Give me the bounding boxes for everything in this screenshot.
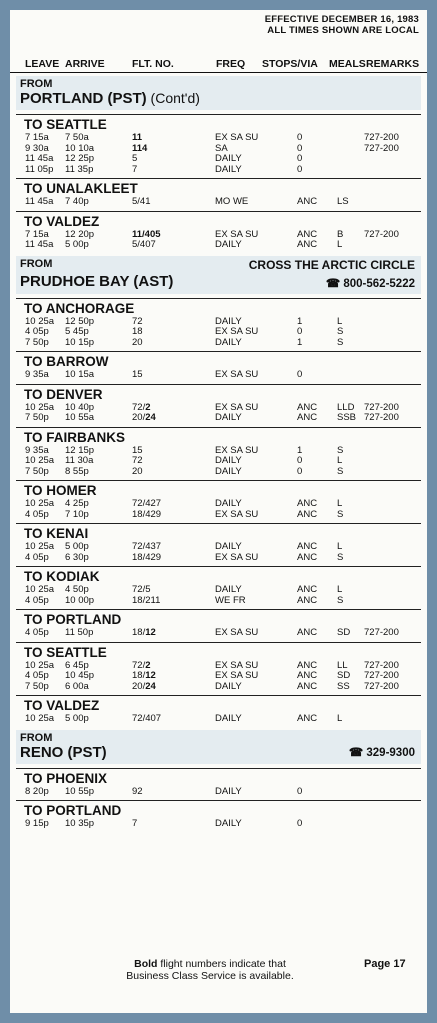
meals: LS xyxy=(337,196,349,207)
origin-band xyxy=(16,730,421,764)
flight-number: 15 xyxy=(132,369,143,380)
arrive-time: 10 40p xyxy=(65,401,95,413)
flight-number-first: 18/ xyxy=(132,670,146,681)
phone-number xyxy=(326,276,415,290)
destination-separator xyxy=(16,384,421,385)
origin-city-name: RENO (PST) xyxy=(20,743,107,761)
meals: L xyxy=(337,239,343,250)
flight-number xyxy=(132,660,151,671)
arrive-time: 5 45p xyxy=(65,326,89,337)
stops-via: ANC xyxy=(297,401,318,413)
destination-separator xyxy=(16,427,421,428)
destination-separator xyxy=(16,211,421,212)
flight-number: 72 xyxy=(132,315,143,327)
frequency: MO WE xyxy=(215,196,249,207)
origin-city-name: PRUDHOE BAY (AST) xyxy=(20,272,174,290)
flight-number: 5/407 xyxy=(132,239,156,250)
stops-via: ANC xyxy=(297,627,318,638)
effective-date: EFFECTIVE DECEMBER 16, 1983 xyxy=(264,14,419,25)
flight-row xyxy=(10,326,427,337)
frequency: DAILY xyxy=(215,465,242,477)
flight-row xyxy=(10,541,427,552)
origin-city xyxy=(20,744,107,761)
arrive-time: 10 35p xyxy=(65,818,95,829)
stops-via: ANC xyxy=(297,594,318,606)
meals: LLD xyxy=(337,401,355,413)
leave-time: 10 25a xyxy=(25,659,55,671)
flight-number-first: 20/ xyxy=(132,680,146,692)
destination-separator xyxy=(16,695,421,696)
col-freq: FREQ xyxy=(216,58,246,70)
flight-number-connect: 12 xyxy=(145,670,156,681)
leave-time: 11 45a xyxy=(25,196,54,207)
destination-separator xyxy=(16,642,421,643)
stops-via: 0 xyxy=(297,455,303,466)
flight-row xyxy=(10,681,427,692)
local-times-note: ALL TIMES SHOWN ARE LOCAL xyxy=(267,25,419,36)
remarks: 727-200 xyxy=(364,228,399,240)
flight-row xyxy=(10,337,427,348)
destination-heading: TO SEATTLE xyxy=(24,644,107,660)
flight-number: 7 xyxy=(132,818,138,829)
frequency: SA xyxy=(215,142,228,154)
phone-number xyxy=(349,745,415,759)
stops-via: 0 xyxy=(297,132,303,143)
phone-digits: 800-562-5222 xyxy=(343,277,415,290)
origin-city xyxy=(20,90,200,107)
flight-number xyxy=(132,412,156,423)
meals: SD xyxy=(337,627,351,638)
frequency: WE FR xyxy=(215,594,246,606)
flight-number: 18/429 xyxy=(132,508,162,520)
telephone-icon: ☎ xyxy=(348,746,367,759)
flight-number xyxy=(132,627,156,638)
leave-time: 10 25a xyxy=(25,455,55,466)
arrive-time: 5 00p xyxy=(65,713,89,724)
leave-time: 11 45a xyxy=(25,239,54,250)
meals: B xyxy=(337,228,344,240)
flight-row xyxy=(10,786,427,797)
stops-via: ANC xyxy=(297,551,318,563)
flight-number: 72/407 xyxy=(132,713,162,724)
leave-time: 10 25a xyxy=(25,401,55,413)
frequency: DAILY xyxy=(215,315,242,327)
origin-city xyxy=(20,273,173,290)
leave-time: 9 35a xyxy=(25,444,49,456)
remarks: 727-200 xyxy=(364,401,399,413)
leave-time: 8 20p xyxy=(25,785,49,797)
stops-via: ANC xyxy=(297,584,318,595)
flight-row xyxy=(10,196,427,207)
frequency: EX SA SU xyxy=(215,508,259,520)
arrive-time: 5 00p xyxy=(65,239,89,250)
arrive-time: 12 50p xyxy=(65,315,95,327)
remarks: 727-200 xyxy=(364,142,399,154)
destination-separator xyxy=(16,114,421,115)
flight-row xyxy=(10,660,427,671)
flight-row xyxy=(10,670,427,681)
telephone-icon: ☎ xyxy=(325,277,344,290)
continued-label: (Cont'd) xyxy=(146,90,200,106)
flight-row xyxy=(10,552,427,563)
stops-via: 0 xyxy=(297,465,303,477)
stops-via: 0 xyxy=(297,369,303,380)
leave-time: 4 05p xyxy=(25,670,49,681)
leave-time: 7 15a xyxy=(25,228,49,240)
flight-row xyxy=(10,627,427,638)
stops-via: 1 xyxy=(297,444,303,456)
col-flight-no: FLT. NO. xyxy=(132,58,174,70)
stops-via: 0 xyxy=(297,153,303,164)
flight-number-first: 72/ xyxy=(132,401,146,413)
from-label: FROM xyxy=(20,257,53,270)
flight-number xyxy=(132,670,156,681)
flight-number: 11 xyxy=(132,132,143,143)
stops-via: 0 xyxy=(297,785,303,797)
arrive-time: 6 00a xyxy=(65,680,89,692)
arrive-time: 10 55p xyxy=(65,785,95,797)
col-stops-via: STOPS/VIA xyxy=(262,58,318,70)
destination-heading: TO KENAI xyxy=(24,526,89,541)
meals: S xyxy=(337,326,344,337)
frequency: EX SA SU xyxy=(215,326,259,337)
frequency: DAILY xyxy=(215,336,242,348)
flight-number: 18 xyxy=(132,326,143,337)
origin-band xyxy=(16,76,421,110)
flight-row xyxy=(10,595,427,606)
destination-heading: TO FAIRBANKS xyxy=(24,429,126,445)
leave-time: 9 30a xyxy=(25,142,49,154)
arrive-time: 4 50p xyxy=(65,584,89,595)
frequency: EX SA SU xyxy=(215,401,259,413)
remarks: 727-200 xyxy=(364,412,399,423)
origin-city-name: PORTLAND (PST) xyxy=(20,90,147,107)
flight-row xyxy=(10,713,427,724)
leave-time: 11 05p xyxy=(25,163,54,175)
stops-via: 1 xyxy=(297,315,303,327)
arctic-circle-note: CROSS THE ARCTIC CIRCLE xyxy=(248,257,415,272)
meals: SS xyxy=(337,680,350,692)
flight-number-connect: 12 xyxy=(145,627,156,638)
frequency: DAILY xyxy=(215,412,242,423)
stops-via: ANC xyxy=(297,508,318,520)
flight-number: 5/41 xyxy=(132,196,151,207)
destination-separator xyxy=(16,298,421,299)
arrive-time: 8 55p xyxy=(65,465,89,477)
stops-via: ANC xyxy=(297,239,318,250)
destination-heading: TO HOMER xyxy=(24,483,97,498)
flight-number-connect: 24 xyxy=(145,412,156,423)
column-header-row xyxy=(10,56,427,73)
destination-separator xyxy=(16,609,421,610)
origin-band xyxy=(16,256,421,294)
timetable-page xyxy=(10,10,427,1013)
stops-via: ANC xyxy=(297,659,318,671)
stops-via: 0 xyxy=(297,163,303,175)
flight-row xyxy=(10,132,427,143)
destination-heading: TO PORTLAND xyxy=(24,612,122,627)
flight-number: 7 xyxy=(132,163,138,175)
arrive-time: 7 50a xyxy=(65,132,89,143)
destination-separator xyxy=(16,178,421,179)
remarks: 727-200 xyxy=(364,659,399,671)
flight-row xyxy=(10,369,427,380)
flight-row xyxy=(10,239,427,250)
frequency: EX SA SU xyxy=(215,670,259,681)
phone-digits: 329-9300 xyxy=(366,746,415,759)
flight-number-connect: 2 xyxy=(145,401,151,413)
leave-time: 7 50p xyxy=(25,412,49,423)
leave-time: 7 50p xyxy=(25,465,49,477)
meals: LL xyxy=(337,659,348,671)
destination-heading: TO UNALAKLEET xyxy=(24,181,138,196)
flight-number: 72/437 xyxy=(132,541,162,552)
flight-number-first: 72/ xyxy=(132,659,146,671)
meals: SSB xyxy=(337,412,357,423)
arrive-time: 10 15a xyxy=(65,369,95,380)
footer xyxy=(10,958,427,988)
flight-number: 18/429 xyxy=(132,551,162,563)
frequency: EX SA SU xyxy=(215,444,259,456)
leave-time: 7 50p xyxy=(25,680,49,692)
flight-number-first: 20/ xyxy=(132,412,146,423)
effective-header xyxy=(265,14,419,36)
flight-number: 72/5 xyxy=(132,584,151,595)
meals: L xyxy=(337,541,343,552)
leave-time: 10 25a xyxy=(25,584,55,595)
arrive-time: 11 35p xyxy=(65,163,94,175)
flight-row xyxy=(10,455,427,466)
destination-separator xyxy=(16,800,421,801)
flight-number-first: 18/ xyxy=(132,627,146,638)
remarks: 727-200 xyxy=(364,680,399,692)
remarks: 727-200 xyxy=(364,627,399,638)
bold-word: Bold xyxy=(134,958,158,970)
leave-time: 10 25a xyxy=(25,315,55,327)
arrive-time: 12 25p xyxy=(65,153,95,164)
frequency: DAILY xyxy=(215,785,242,797)
leave-time: 4 05p xyxy=(25,508,49,520)
col-leave: LEAVE xyxy=(25,58,60,70)
frequency: EX SA SU xyxy=(215,132,259,143)
arrive-time: 10 10a xyxy=(65,142,95,154)
meals: L xyxy=(337,498,343,509)
frequency: DAILY xyxy=(215,680,242,692)
flight-row xyxy=(10,164,427,175)
note-line-2: Business Class Service is available. xyxy=(126,970,294,982)
leave-time: 4 05p xyxy=(25,551,49,563)
flight-number: 72 xyxy=(132,455,143,466)
meals: L xyxy=(337,315,343,327)
flight-number: 114 xyxy=(132,142,148,154)
col-meals: MEALS xyxy=(329,58,366,70)
frequency: DAILY xyxy=(215,818,242,829)
stops-via: ANC xyxy=(297,680,318,692)
flight-number: 11/405 xyxy=(132,228,161,240)
stops-via: ANC xyxy=(297,196,318,207)
arrive-time: 10 45p xyxy=(65,670,95,681)
flight-number: 18/211 xyxy=(132,594,161,606)
arrive-time: 12 15p xyxy=(65,444,95,456)
arrive-time: 10 15p xyxy=(65,336,95,348)
flight-number xyxy=(132,402,151,413)
flight-number: 20 xyxy=(132,336,143,348)
destination-heading: TO PORTLAND xyxy=(24,803,122,818)
frequency: EX SA SU xyxy=(215,627,259,638)
arrive-time: 11 50p xyxy=(65,627,94,638)
flight-row xyxy=(10,229,427,240)
meals: S xyxy=(337,551,344,563)
destination-heading: TO BARROW xyxy=(24,354,109,369)
frequency: EX SA SU xyxy=(215,551,259,563)
col-arrive: ARRIVE xyxy=(65,58,105,70)
destination-separator xyxy=(16,523,421,524)
arrive-time: 10 55a xyxy=(65,412,95,423)
frequency: DAILY xyxy=(215,163,242,175)
frequency: DAILY xyxy=(215,455,242,466)
destination-heading: TO PHOENIX xyxy=(24,770,108,786)
meals: S xyxy=(337,444,344,456)
flight-row xyxy=(10,412,427,423)
flight-number: 72/427 xyxy=(132,498,162,509)
flight-number: 5 xyxy=(132,153,138,164)
flight-row xyxy=(10,402,427,413)
frequency: DAILY xyxy=(215,498,242,509)
flight-number: 15 xyxy=(132,444,143,456)
meals: L xyxy=(337,584,343,595)
destination-heading: TO KODIAK xyxy=(24,569,100,584)
leave-time: 10 25a xyxy=(25,498,55,509)
stops-via: ANC xyxy=(297,670,318,681)
flight-number-connect: 2 xyxy=(145,659,151,671)
frequency: EX SA SU xyxy=(215,369,259,380)
destination-separator xyxy=(16,351,421,352)
meals: S xyxy=(337,508,344,520)
flight-row xyxy=(10,584,427,595)
flight-row xyxy=(10,445,427,456)
leave-time: 10 25a xyxy=(25,713,55,724)
meals: SD xyxy=(337,670,351,681)
arrive-time: 11 30a xyxy=(65,455,94,466)
frequency: DAILY xyxy=(215,713,242,724)
flight-number: 92 xyxy=(132,785,143,797)
arrive-time: 5 00p xyxy=(65,541,89,552)
leave-time: 4 05p xyxy=(25,594,49,606)
meals: S xyxy=(337,336,344,348)
stops-via: ANC xyxy=(297,713,318,724)
destination-separator xyxy=(16,768,421,769)
stops-via: 1 xyxy=(297,336,303,348)
stops-via: ANC xyxy=(297,412,318,423)
flight-row xyxy=(10,466,427,477)
leave-time: 4 05p xyxy=(25,627,49,638)
meals: L xyxy=(337,713,343,724)
meals: S xyxy=(337,594,344,606)
flight-row xyxy=(10,498,427,509)
destination-heading: TO VALDEZ xyxy=(24,213,100,229)
destination-separator xyxy=(16,480,421,481)
destination-heading: TO VALDEZ xyxy=(24,698,100,713)
frequency: EX SA SU xyxy=(215,228,259,240)
flight-number: 20 xyxy=(132,465,143,477)
flight-number xyxy=(132,681,156,692)
stops-via: ANC xyxy=(297,228,318,240)
destination-heading: TO DENVER xyxy=(24,386,103,402)
destination-separator xyxy=(16,566,421,567)
flight-number-connect: 24 xyxy=(145,680,156,692)
arrive-time: 6 30p xyxy=(65,551,89,563)
flight-row xyxy=(10,143,427,154)
arrive-time: 12 20p xyxy=(65,228,95,240)
frequency: EX SA SU xyxy=(215,659,259,671)
arrive-time: 6 45p xyxy=(65,659,89,671)
from-label: FROM xyxy=(20,731,53,744)
stops-via: ANC xyxy=(297,541,318,552)
flight-row xyxy=(10,316,427,327)
arrive-time: 4 25p xyxy=(65,498,89,509)
arrive-time: 7 40p xyxy=(65,196,89,207)
frequency: DAILY xyxy=(215,153,242,164)
flight-row xyxy=(10,153,427,164)
arrive-time: 7 10p xyxy=(65,508,89,520)
meals: L xyxy=(337,455,343,466)
leave-time: 7 50p xyxy=(25,336,49,348)
stops-via: 0 xyxy=(297,142,303,154)
frequency: DAILY xyxy=(215,584,242,595)
page-number: Page 17 xyxy=(364,958,406,970)
stops-via: 0 xyxy=(297,818,303,829)
leave-time: 10 25a xyxy=(25,541,55,552)
remarks: 727-200 xyxy=(364,670,399,681)
destination-heading: TO SEATTLE xyxy=(24,117,107,132)
leave-time: 4 05p xyxy=(25,326,49,337)
flight-row xyxy=(10,509,427,520)
destination-heading: TO ANCHORAGE xyxy=(24,300,135,316)
meals: S xyxy=(337,465,344,477)
leave-time: 11 45a xyxy=(25,153,54,164)
business-class-note xyxy=(110,958,310,982)
frequency: DAILY xyxy=(215,239,242,250)
col-remarks: REMARKS xyxy=(366,58,420,70)
stops-via: 0 xyxy=(297,326,303,337)
leave-time: 9 15p xyxy=(25,818,49,829)
stops-via: ANC xyxy=(297,498,318,509)
note-line-1: flight numbers indicate that xyxy=(157,958,286,970)
leave-time: 9 35a xyxy=(25,369,49,380)
arrive-time: 10 00p xyxy=(65,594,95,606)
frequency: DAILY xyxy=(215,541,242,552)
leave-time: 7 15a xyxy=(25,132,49,143)
remarks: 727-200 xyxy=(364,132,399,143)
flight-row xyxy=(10,818,427,829)
from-label: FROM xyxy=(20,78,53,90)
